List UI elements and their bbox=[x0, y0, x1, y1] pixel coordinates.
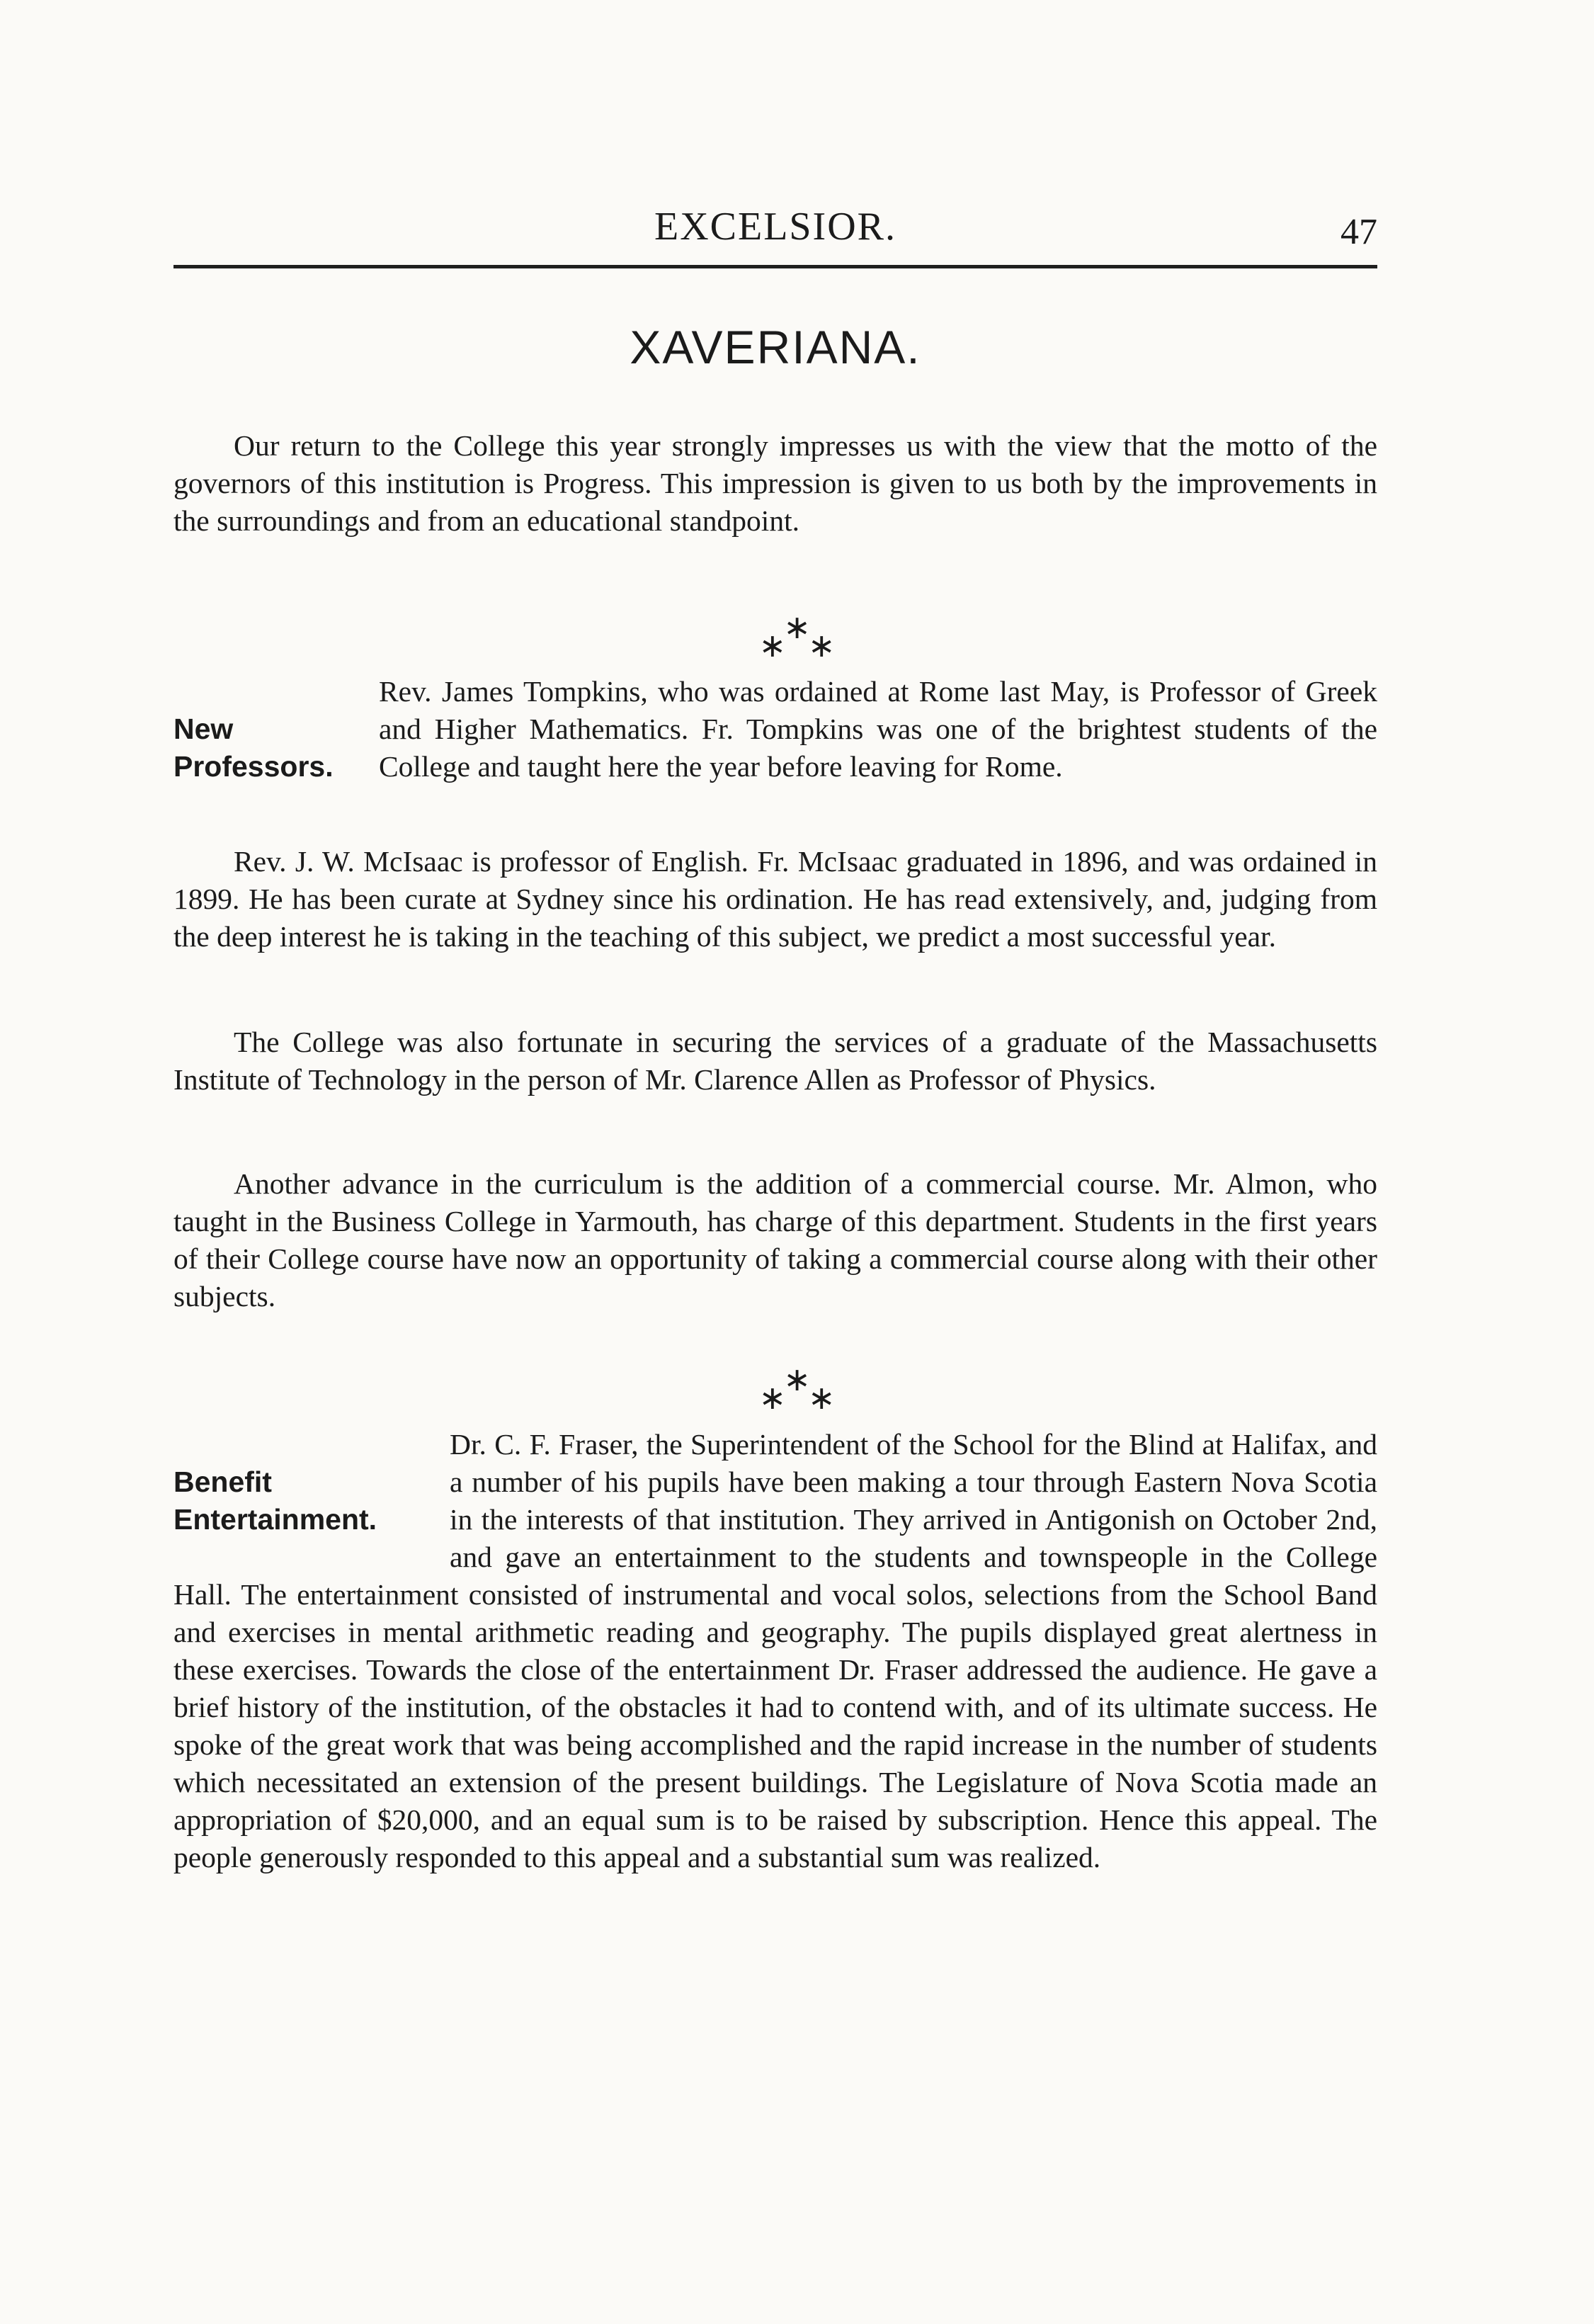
asterism-divider: ∗ ∗ ∗ bbox=[758, 1360, 836, 1417]
page-number: 47 bbox=[1340, 212, 1377, 252]
benefit-entertainment-text: Dr. C. F. Fraser, the Superintendent of the School for the Blind at Halifax, and a number of his pupils have been making a tour through Eastern Nova Scotia in the interests of that institution. They arrived in Antigonish on October 2nd, and gave an entertainment to the students and townspeople in the College Hall. The entertainment consisted of instrumental and vocal solos, selections from the School Band and exercises in mental arithmetic reading and geography. The pupils displayed great alertness in these exercises. Towards the close of the entertainment Dr. Fraser addressed the audience. He gave a brief history of the institution, of the obstacles it had to contend with, and of its ultimate success. He spoke of the great work that was being accomplished and the rapid increase in the number of students which necessitated an extension of the present buildings. The Legislature of Nova Scotia made an appropriation of $20,000, and an equal sum is to be raised by subscription. Hence this appeal. The people generously responded to this appeal and a substantial sum was realized. bbox=[173, 1428, 1377, 1874]
sidehead-new-professors bbox=[173, 710, 334, 786]
sidehead-line: New bbox=[173, 713, 234, 745]
sidehead-line: Entertainment. bbox=[173, 1503, 377, 1536]
mcisaac-paragraph: Rev. J. W. McIsaac is professor of English. Fr. McIsaac graduated in 1896, and was ordained in 1899. He has been curate at Sydney since his ordination. He has read extensively, and, judging from the deep interest he is taking in the teaching of this subject, we predict a most successful year. bbox=[173, 845, 1377, 953]
sidehead-benefit-entertainment bbox=[173, 1463, 377, 1538]
sidehead-line: Benefit bbox=[173, 1466, 272, 1498]
intro-paragraph: Our return to the College this year strongly impresses us with the view that the motto of the governors of this institution is Progress. This impression is given to us both by the improvements in the surroundings and from an educational standpoint. bbox=[173, 429, 1377, 537]
benefit-entertainment-section bbox=[173, 1426, 1377, 1876]
new-professors-section bbox=[173, 673, 1377, 786]
journal-name: EXCELSIOR. bbox=[654, 205, 896, 249]
sidehead-line: Professors. bbox=[173, 750, 334, 783]
allen-paragraph: The College was also fortunate in securing the services of a graduate of the Massachusetts Institute of Technology in the person of Mr. Clarence Allen as Professor of Physics. bbox=[173, 1026, 1377, 1096]
new-professors-lead-paragraph: Rev. James Tompkins, who was ordained at Rome last May, is Professor of Greek and Higher Mathematics. Fr. Tompkins was one of the brightest students of the College and taught here the year before leaving for Rome. bbox=[379, 675, 1377, 783]
section-title: XAVERIANA. bbox=[630, 321, 921, 373]
asterism-divider: ∗ ∗ ∗ bbox=[758, 608, 836, 664]
page-header bbox=[173, 197, 1377, 268]
commercial-course-paragraph: Another advance in the curriculum is the addition of a commercial course. Mr. Almon, who taught in the Business College in Yarmouth, has charge of this department. Students in the first years of their College course have now an opportunity of taking a commercial course along with their other subjects. bbox=[173, 1167, 1377, 1313]
